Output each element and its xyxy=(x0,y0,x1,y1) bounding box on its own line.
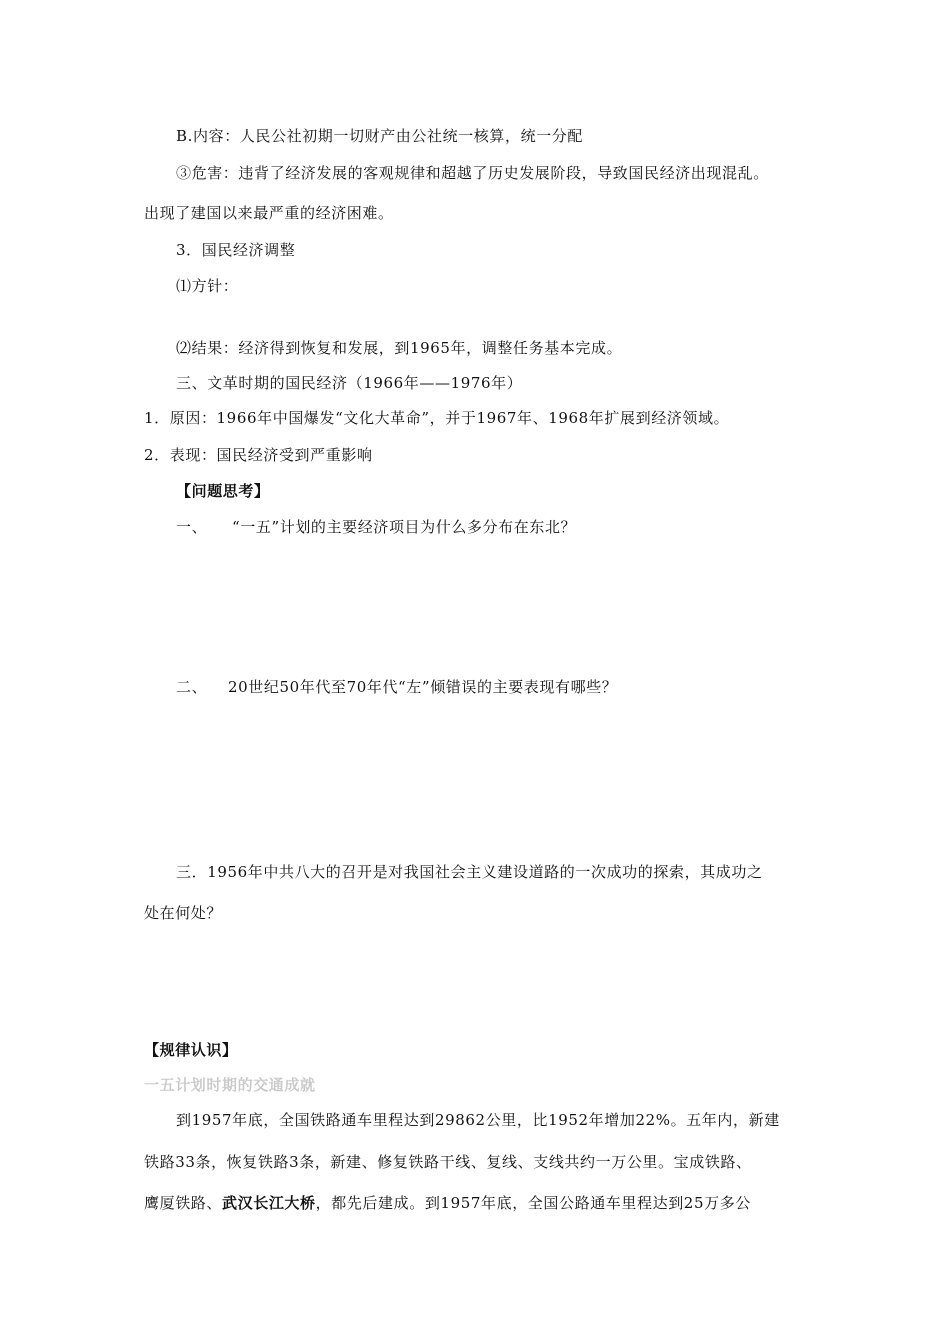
content-line-b: B.内容：人民公社初期一切财产由公社统一核算，统一分配 xyxy=(176,127,583,145)
rules-paragraph-line-3-end: ，都先后建成。到1957年底，全国公路通车里程达到25万多公 xyxy=(315,1194,751,1212)
harm-line: ③危害：违背了经济发展的客观规律和超越了历史发展阶段，导致国民经济出现混乱。 xyxy=(176,164,769,182)
wuhan-bridge-highlight: 武汉长江大桥 xyxy=(222,1194,316,1212)
question-3-line-1: 三．1956年中共八大的召开是对我国社会主义建设道路的一次成功的探索，其成功之 xyxy=(176,863,763,881)
question-1 xyxy=(176,517,576,537)
question-3-line-2: 处在何处？ xyxy=(144,904,223,922)
result-line: ⑵结果：经济得到恢复和发展，到1965年，调整任务基本完成。 xyxy=(176,339,623,357)
question-1-text: “一五”计划的主要经济项目为什么多分布在东北？ xyxy=(232,518,577,536)
question-2-number: 二、 xyxy=(176,678,208,696)
manifestation-line: 2．表现：国民经济受到严重影响 xyxy=(144,446,373,464)
question-2 xyxy=(176,677,617,697)
question-2-text: 20世纪50年代至70年代“左”倾错误的主要表现有哪些？ xyxy=(228,678,618,696)
rules-heading: 【规律认识】 xyxy=(144,1041,238,1059)
rules-subtitle: 一五计划时期的交通成就 xyxy=(144,1076,316,1094)
cause-line: 1．原因：1966年中国爆发“文化大革命”，并于1967年、1968年扩展到经济领域。 xyxy=(144,409,730,427)
policy-line: ⑴方针： xyxy=(176,277,239,295)
rules-paragraph-line-3 xyxy=(144,1193,751,1213)
part-3-title: 三、文革时期的国民经济（1966年——1976年） xyxy=(176,374,523,392)
rules-paragraph-line-2: 铁路33条，恢复铁路3条，新建、修复铁路干线、复线、支线共约一万公里。宝成铁路、 xyxy=(144,1153,752,1171)
rules-paragraph-line-3-start: 鹰厦铁路、 xyxy=(144,1194,223,1212)
harm-line-continued: 出现了建国以来最严重的经济困难。 xyxy=(144,204,394,222)
section-3-title: 3．国民经济调整 xyxy=(176,241,296,259)
questions-heading: 【问题思考】 xyxy=(176,482,270,500)
rules-paragraph-line-1: 到1957年底，全国铁路通车里程达到29862公里，比1952年增加22%。五年内，新建 xyxy=(176,1111,780,1129)
question-1-number: 一、 xyxy=(176,518,208,536)
